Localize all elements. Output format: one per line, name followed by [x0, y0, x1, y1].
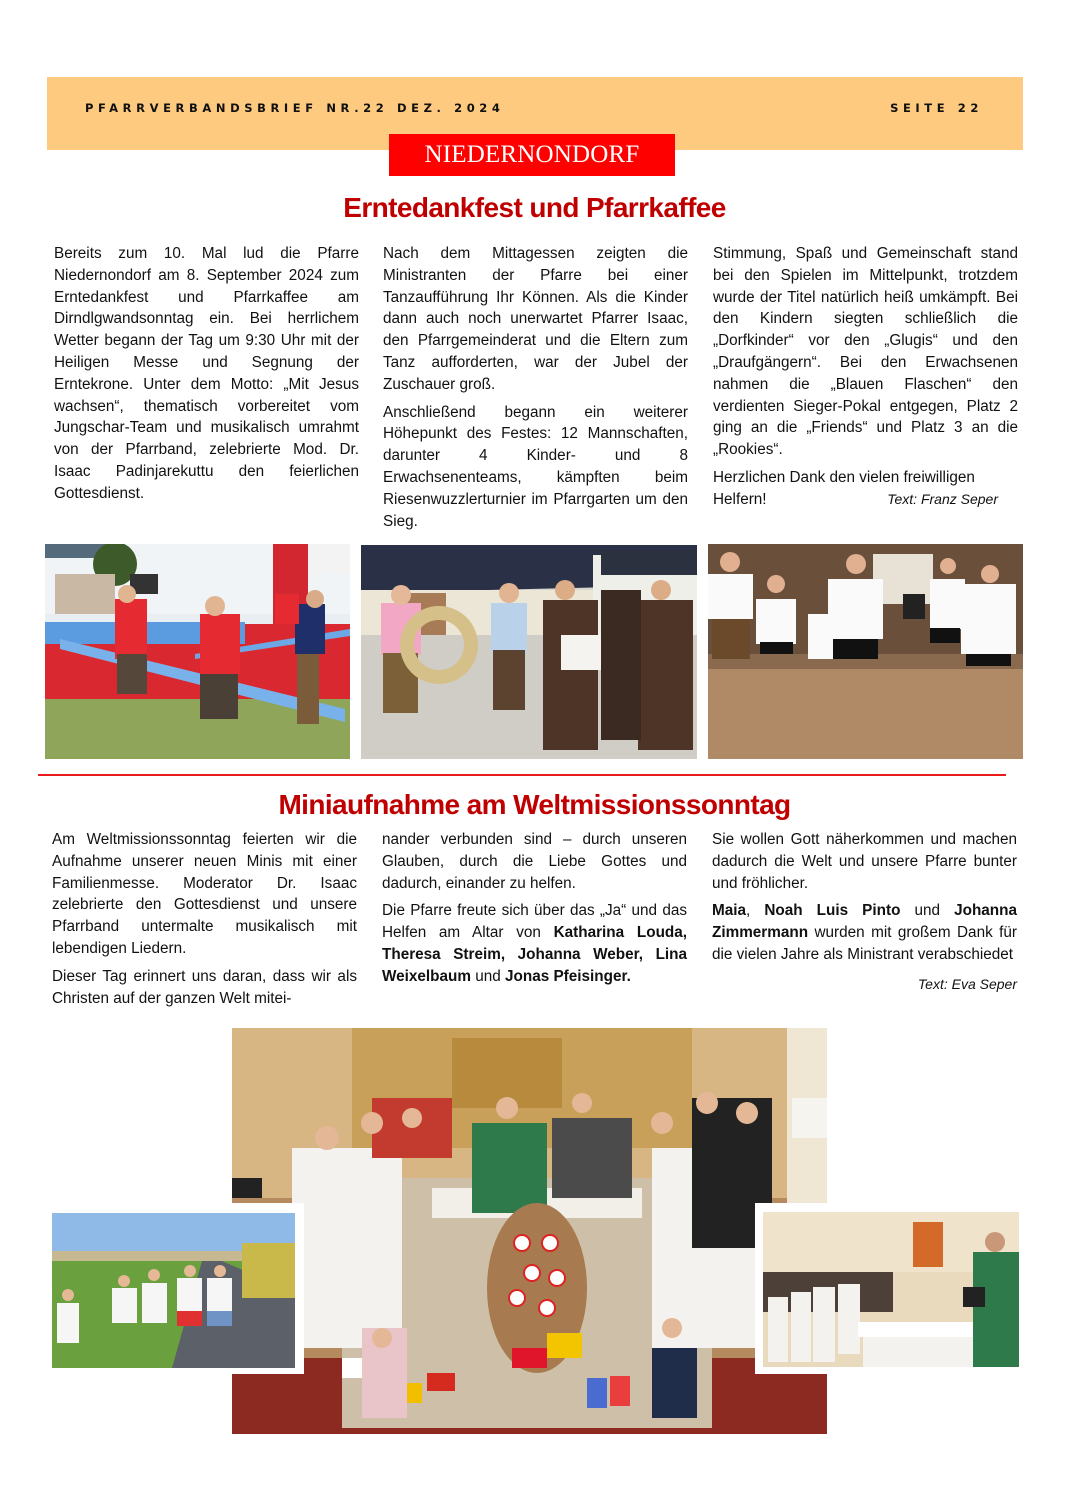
paragraph: Stimmung, Spaß und Gemeinschaft stand bei den Spielen im Mittelpunkt, trotzdem wurde der Titel natürlich heiß umkämpft. Bei den Kindern siegten schließlich die „Dorfkinder“ vor den „Glugis“ und den „Draufgängern“. Bei den Erwachsenen nahmen die „Blauen Flaschen“ den verdienten Sieger-Pokal entgegen, Platz 2 ging an die „Friends“ und Platz 3 an die „Rookies“.: [713, 245, 1018, 459]
paragraph: Die Pfarre freute sich über das „Ja“ und das Helfen am Altar von Katharina Louda, Theresa Streim, Johanna Weber, Lina Weixelbaum und Jonas Pfeisinger.: [382, 902, 688, 985]
author-credit: Text: Eva Seper: [917, 975, 1017, 992]
photo-erntekrone: [361, 545, 697, 759]
article-title-miniaufnahme: Miniaufnahme am Weltmissionssonntag: [278, 789, 791, 820]
farewell-name: Johanna Zimmermann: [712, 902, 1018, 942]
photo-group-altar: [232, 1028, 827, 1434]
paragraph: Am Weltmissionssonntag feierten wir die Aufnahme unserer neuen Minis mit einer Familienmesse. Moderator Dr. Isaac zelebrierte den Gottesdienst und unsere Pfarrband untermalte musikalisch mit lebendigen Liedern.: [52, 831, 357, 957]
photo-riesenwuzzler: [45, 544, 350, 759]
section-badge: NIEDERNONDORF: [389, 134, 675, 176]
mini-name: Lina Weixelbaum: [382, 945, 688, 985]
mini-name: Theresa Streim,: [382, 945, 506, 963]
thanks-text: Herzlichen Dank den vielen freiwilligen Helfern!: [713, 468, 975, 508]
paragraph: Maia, Noah Luis Pinto und Johanna Zimmermann wurden mit großem Dank für die vielen Jahre als Ministrant verabschiedet: [712, 902, 1018, 963]
paragraph: Anschließend begann ein weiterer Höhepunkt des Festes: 12 Mannschaften, darunter 4 Kinder- und 8 Erwachsenenteams, kämpften beim Riesenwuzzlerturnier im Pfarrgarten um den Sieg.: [383, 403, 688, 530]
section-divider: [38, 774, 1006, 776]
article2-column-2: [382, 829, 687, 994]
author-credit: Text: Franz Seper: [887, 490, 998, 507]
paragraph: Bereits zum 10. Mal lud die Pfarre Niedernondorf am 8. September 2024 zum Erntedankfest und Pfarrkaffee am Dirndlgwandsonntag ein. Bei herrlichem Wetter begann der Tag um 9:30 Uhr mit der Heiligen Messe und Segnung der Erntekrone. Unter dem Motto: „Mit Jesus wachsen“, thematisch vorbereitet vom Jungschar-Team und musikalisch umrahmt von der Pfarrband, zelebrierte Mod. Dr. Isaac Padinjarekuttu den feierlichen Gottesdienst.: [54, 245, 359, 502]
article1-column-3: [713, 243, 1018, 517]
article2-column-1: [52, 829, 357, 1015]
paragraph: Nach dem Mittagessen zeigten die Ministranten der Pfarre bei einer Tanzaufführung Ihr Können. Als die Kinder dann auch noch unerwartet Pfarrer Isaac, den Pfarrgemeinderat und die Eltern zum Tanz aufforderten, war der Jubel der Zuschauer groß.: [383, 245, 688, 393]
paragraph: nander verbunden sind – durch unseren Glauben, durch die Liebe Gottes und dadurch, einander zu helfen.: [382, 831, 687, 892]
mini-name: Katharina Louda,: [553, 924, 688, 942]
article-title-erntedank: Erntedankfest und Pfarrkaffee: [343, 192, 726, 223]
paragraph: Sie wollen Gott näherkommen und machen dadurch die Welt und unsere Pfarre bunter und fröhlicher.: [712, 831, 1017, 892]
mini-name: Jonas Pfeisinger.: [505, 967, 631, 985]
farewell-name: Maia: [712, 902, 747, 920]
paragraph: Dieser Tag erinnert uns daran, dass wir als Christen auf der ganzen Welt mitei-: [52, 967, 357, 1007]
page-number: SEITE 22: [890, 101, 983, 115]
publication-title: PFARRVERBANDSBRIEF NR.22 DEZ. 2024: [85, 101, 505, 115]
photo-mass: [763, 1212, 1019, 1367]
paragraph: [713, 467, 1018, 511]
farewell-name: Noah Luis Pinto: [764, 902, 901, 920]
photo-walk: [52, 1213, 295, 1368]
article1-column-1: [54, 243, 359, 511]
article2-column-3: [712, 829, 1017, 996]
mini-name: Johanna Weber,: [517, 945, 643, 963]
photo-tanzauffuehrung: [708, 544, 1023, 759]
article1-column-2: [383, 243, 688, 538]
